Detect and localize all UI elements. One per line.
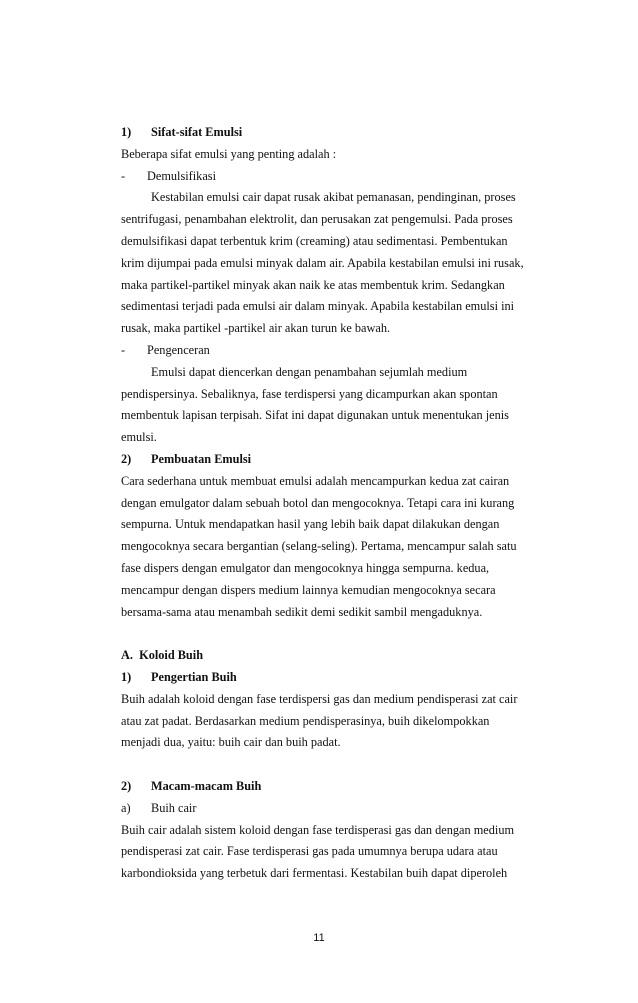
heading-title: Koloid Buih <box>139 648 204 663</box>
paragraph-line: Beberapa sifat emulsi yang penting adalah : <box>121 146 337 161</box>
paragraph-line: Buih cair adalah sistem koloid dengan fase terdisperasi gas dan dengan medium <box>121 822 515 837</box>
paragraph-line: sedimentasi terjadi pada emulsi air dalam minyak. Apabila kestabilan emulsi ini <box>121 299 515 314</box>
paragraph-line: mencampur dengan dispers medium lainnya kemudian mengocoknya secara <box>121 582 496 597</box>
heading-sifat-emulsi <box>121 122 551 144</box>
paragraph-line: demulsifikasi dapat terbentuk krim (creaming) atau sedimentasi. Pembentukan <box>121 233 508 248</box>
heading-macam-buih <box>121 776 551 798</box>
bullet-demulsifikasi <box>121 166 551 188</box>
paragraph-line: karbondioksida yang terbetuk dari fermentasi. Kestabilan buih dapat diperoleh <box>121 866 508 881</box>
heading-title: Pembuatan Emulsi <box>151 451 252 466</box>
heading-pembuatan-emulsi <box>121 449 551 471</box>
bullet-dash: - <box>121 342 126 357</box>
paragraph-line: Kestabilan emulsi cair dapat rusak akibat pemanasan, pendinginan, proses <box>151 190 516 205</box>
bullet-pengenceran <box>121 340 551 362</box>
heading-koloid-buih <box>121 645 551 667</box>
paragraph-line: membentuk lapisan terpisah. Sifat ini dapat digunakan untuk menentukan jenis <box>121 408 509 423</box>
heading-number: 1) <box>121 125 132 139</box>
paragraph-line: sempurna. Untuk mendapatkan hasil yang lebih baik dapat dilakukan dengan <box>121 517 500 532</box>
paragraph-line: krim dijumpai pada emulsi minyak dalam air. Apabila kestabilan emulsi ini rusak, <box>121 255 524 270</box>
heading-title: Pengertian Buih <box>151 669 237 684</box>
heading-number: 2) <box>121 778 132 793</box>
paragraph-line: Buih adalah koloid dengan fase terdispersi gas dan medium pendisperasi zat cair <box>121 691 518 706</box>
bullet-title: Demulsifikasi <box>147 168 216 183</box>
paragraph-line: bersama-sama atau menambah sedikit demi sedikit sambil mengaduknya. <box>121 604 483 619</box>
paragraph-line: emulsi. <box>121 430 157 445</box>
heading-title: Macam-macam Buih <box>151 778 262 793</box>
heading-number: 2) <box>121 451 132 466</box>
bullet-title: Pengenceran <box>147 342 210 357</box>
heading-title: Sifat-sifat Emulsi <box>151 125 243 139</box>
paragraph-line: dengan emulgator dalam sebuah botol dan mengocoknya. Tetapi cara ini kurang <box>121 495 515 510</box>
blank-line <box>121 754 551 776</box>
bullet-dash: - <box>121 168 126 183</box>
paragraph-line: rusak, maka partikel -partikel air akan turun ke bawah. <box>121 321 391 336</box>
subheading-buih-cair <box>121 798 551 820</box>
paragraph-line: menjadi dua, yaitu: buih cair dan buih padat. <box>121 735 341 750</box>
heading-number: 1) <box>121 669 132 684</box>
subheading-number: a) <box>121 800 131 815</box>
page-number: 11 <box>313 932 325 944</box>
page-content <box>121 122 551 885</box>
paragraph-line: sentrifugasi, penambahan elektrolit, dan perusakan zat pengemulsi. Pada proses <box>121 212 513 227</box>
paragraph-line: Cara sederhana untuk membuat emulsi adalah mencampurkan kedua zat cairan <box>121 473 510 488</box>
paragraph-line: pendispersinya. Sebaliknya, fase terdispersi yang dicampurkan akan spontan <box>121 386 498 401</box>
paragraph-line: mengocoknya secara bergantian (selang-seling). Pertama, mencampur salah satu <box>121 539 517 554</box>
subheading-title: Buih cair <box>151 800 197 815</box>
paragraph-line: fase dispers dengan emulgator dan mengocoknya hingga sempurna. kedua, <box>121 560 490 575</box>
heading-pengertian-buih <box>121 667 551 689</box>
paragraph-line: maka partikel-partikel minyak akan naik ke atas membentuk krim. Sedangkan <box>121 277 505 292</box>
blank-line <box>121 623 551 645</box>
heading-letter: A. <box>121 648 133 663</box>
paragraph-line: atau zat padat. Berdasarkan medium pendisperasinya, buih dikelompokkan <box>121 713 490 728</box>
paragraph-line: pendisperasi zat cair. Fase terdisperasi gas pada umumnya berupa udara atau <box>121 844 498 859</box>
paragraph-line: Emulsi dapat diencerkan dengan penambahan sejumlah medium <box>151 364 468 379</box>
